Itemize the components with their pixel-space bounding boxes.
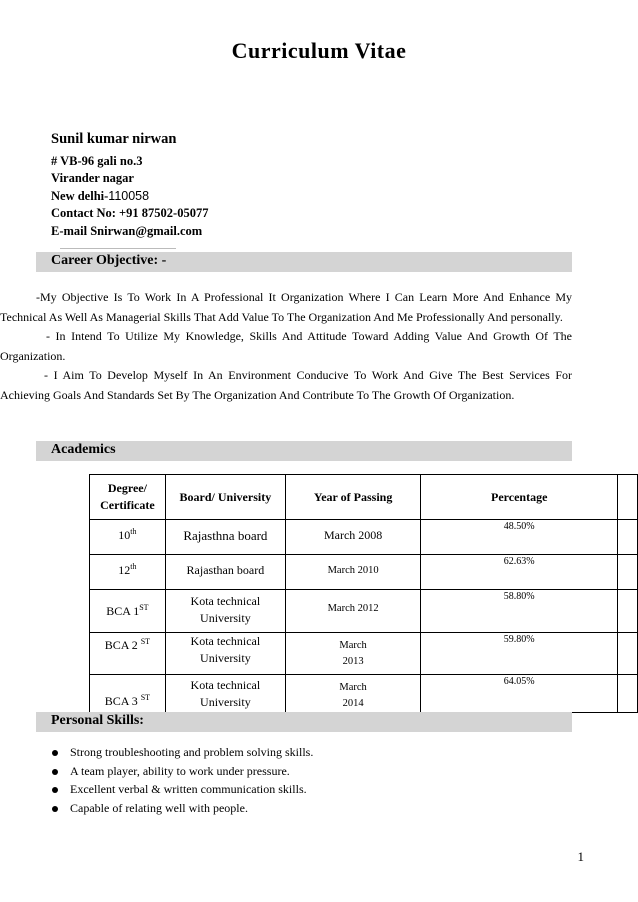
page-number: 1 [577, 849, 584, 864]
address-line-1: # VB-96 gali no.3 [51, 153, 143, 168]
degree-cell: BCA 3 $^{ST}$ [90, 675, 166, 713]
percentage-cell: 58.80% [421, 590, 618, 633]
section-bar-career-objective [36, 252, 572, 272]
year-cell: March 2014 [285, 675, 420, 713]
header-percentage: Percentage [421, 475, 618, 520]
extra-cell [618, 590, 638, 633]
section-heading-personal-skills: Personal Skills: [51, 713, 144, 728]
bullet-icon [52, 806, 58, 812]
table-header-row [90, 475, 638, 520]
year-cell: March 2010 [285, 555, 420, 590]
table-row [90, 590, 638, 633]
percentage-cell: 62.63% [421, 555, 618, 590]
contact-block [51, 131, 208, 240]
board-cell: Kota technical University [165, 675, 285, 713]
objective-paragraph-1: -My Objective Is To Work In A Professional It Organization Where I Can Learn More And Enhance My Technical As Well As Managerial Skills That Add Value To The Organization And Me Professionally And personally. [0, 290, 572, 324]
year-cell: March 2012 [285, 590, 420, 633]
section-bar-personal-skills [36, 712, 572, 732]
objective-paragraph-3: - I Aim To Develop Myself In An Environment Conducive To Work And Give The Best Services For Achieving Goals And Standards Set By The Organization And Contribute To The Growth Of Organization. [0, 368, 572, 402]
list-item: Excellent verbal & written communication skills. [52, 780, 313, 799]
list-item: Capable of relating well with people. [52, 799, 313, 818]
percentage-cell: 59.80% [421, 633, 618, 675]
skills-list [52, 743, 313, 817]
header-year: Year of Passing [285, 475, 420, 520]
address-line-3 [51, 188, 208, 206]
table-row [90, 675, 638, 713]
bullet-icon [52, 787, 58, 793]
bullet-icon [52, 750, 58, 756]
degree-cell: BCA 1ST [90, 590, 166, 633]
list-item: A team player, ability to work under pressure. [52, 762, 313, 781]
bullet-icon [52, 769, 58, 775]
extra-cell [618, 675, 638, 713]
header-degree: Degree/ Certificate [90, 475, 166, 520]
board-cell: Kota technical University [165, 633, 285, 675]
objective-paragraph-2: - In Intend To Utilize My Knowledge, Skills And Attitude Toward Adding Value And Growth Of The Organization. [0, 329, 572, 363]
percentage-cell: 48.50% [421, 520, 618, 555]
board-cell: Rajasthna board [165, 520, 285, 555]
header-board: Board/ University [165, 475, 285, 520]
extra-cell [618, 633, 638, 675]
section-heading-academics: Academics [51, 442, 116, 457]
year-cell: March 2013 [285, 633, 420, 675]
document-title: Curriculum Vitae [231, 38, 407, 63]
degree-cell: BCA 2 $^{ST}$ [90, 633, 166, 675]
extra-cell [618, 555, 638, 590]
address-line-2: Virander nagar [51, 171, 134, 185]
table-extra-column [618, 475, 638, 520]
percentage-cell: 64.05% [421, 675, 618, 713]
degree-cell: 10th [90, 520, 166, 555]
section-heading-career-objective: Career Objective: - [51, 253, 167, 268]
city-label: New delhi- [51, 188, 109, 203]
candidate-name: Sunil kumar nirwan [51, 131, 177, 147]
extra-cell [618, 520, 638, 555]
section-bar-academics [36, 441, 572, 461]
email-line: E-mail Snirwan@gmail.com [51, 223, 203, 238]
year-cell: March 2008 [285, 520, 420, 555]
bar-top-rule [60, 248, 176, 249]
table-row [90, 520, 638, 555]
table-row [90, 555, 638, 590]
table-row [90, 633, 638, 675]
list-item: Strong troubleshooting and problem solving skills. [52, 743, 313, 762]
board-cell: Rajasthan board [165, 555, 285, 590]
board-cell: Kota technical University [165, 590, 285, 633]
degree-cell: 12th [90, 555, 166, 590]
pin-code: 110058 [108, 188, 150, 203]
objective-text [0, 288, 572, 405]
phone-line: Contact No: +91 87502-05077 [51, 206, 209, 220]
academics-table [89, 474, 638, 713]
